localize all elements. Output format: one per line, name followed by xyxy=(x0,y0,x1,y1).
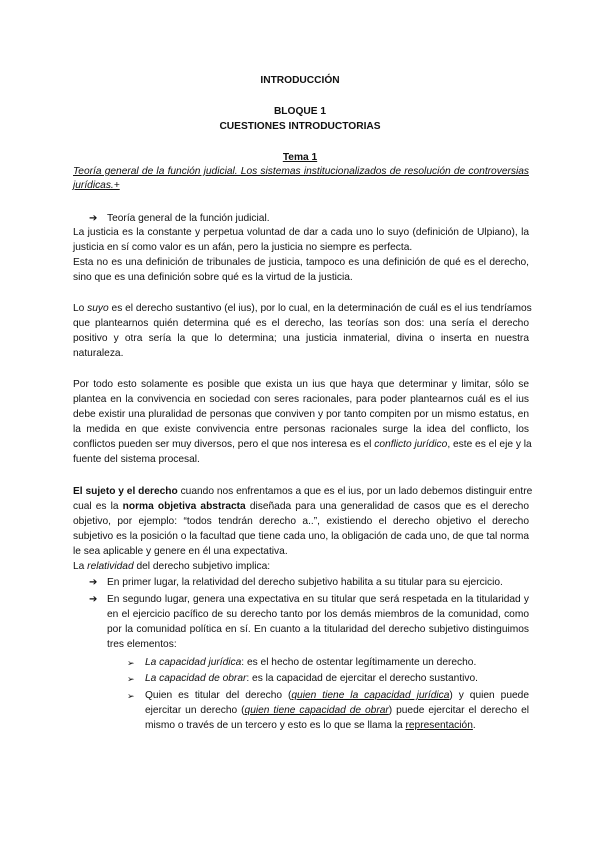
bullet-item: por la comunidad política en sí. En cuanto a la titularidad del derecho subjetivo distinguimos xyxy=(107,624,529,635)
bullet-item: en el ejercicio pacífico de su derecho tanto por los demás miembros de la comunidad, como xyxy=(107,609,529,620)
chevron-bullet-icon: ➢ xyxy=(127,658,135,668)
section-heading: Teoría general de la función judicial. xyxy=(107,213,270,224)
block-title: CUESTIONES INTRODUCTORIAS xyxy=(219,121,381,132)
para4-line: subjetivo es la posición o la facultad que tiene cada uno, la obligación de cada uno, de que tal norma xyxy=(73,531,529,542)
para4-line: cual es la norma objetiva abstracta diseñada para una generalidad de casos que es el derecho xyxy=(73,501,529,512)
block-number: BLOQUE 1 xyxy=(273,106,327,117)
para4-line: El sujeto y el derecho cuando nos enfrentamos a que es el ius, por un lado debemos distinguir entre xyxy=(73,486,533,497)
para3-line: plantea en la convivencia en sociedad con seres racionales, para poder plantearnos cuál es el ius xyxy=(73,394,529,405)
para1-line: Esta no es una definición de tribunales de justicia, tampoco es una definición de qué es el derecho, xyxy=(73,257,529,268)
sub-bullet-item: La capacidad de obrar: es la capacidad de ejercitar el derecho sustantivo. xyxy=(145,673,479,684)
para1-line: La justicia es la constante y perpetua voluntad de dar a cada uno lo suyo (definición de Ulpiano), la xyxy=(73,227,529,238)
para3-line: la medida en que existe convivencia entre personas racionales surge la idea del conflicto, los xyxy=(73,424,529,435)
para4-line: objetivo, por ejemplo: “todos tendrán derecho a..”, existiendo el derecho objetivo el derecho xyxy=(73,516,529,527)
subtitle-line-1: Teoría general de la función judicial. Los sistemas institucionalizados de resolución de controversias xyxy=(73,166,529,177)
sub-bullet-item: Quien es titular del derecho (quien tiene la capacidad jurídica) y quien puede xyxy=(145,690,530,701)
para3-line: Por todo esto solamente es posible que exista un ius que haya que determinar y limitar, sólo se xyxy=(73,379,529,390)
sub-bullet-item: La capacidad jurídica: es el hecho de ostentar legítimamente un derecho. xyxy=(145,657,477,668)
para2-line: Lo suyo es el derecho sustantivo (el ius), por lo cual, en la determinación de cuál es el ius tendríamos xyxy=(73,303,532,314)
para1-line: justicia en sí como valor es un afán, pero la justicia no siempre es perfecta. xyxy=(73,242,413,253)
para4-line: La relatividad del derecho subjetivo implica: xyxy=(73,561,271,572)
bullet-item: En segundo lugar, genera una expectativa en su titular que será respetada en la titularidad y xyxy=(107,594,529,605)
para2-line: positivo y otra sería la que lo determina; una justicia inmaterial, divina o inserta en nuestra xyxy=(73,333,529,344)
tema-title: Tema 1 xyxy=(282,152,318,163)
arrow-bullet-icon: ➔ xyxy=(89,594,98,605)
sub-bullet-item: ejercitar un derecho (quien tiene capacidad de obrar) puede ejercitar el derecho el xyxy=(145,705,529,716)
doc-heading-intro: INTRODUCCIÓN xyxy=(260,75,340,86)
para1-line: sino que es una definición sobre qué es la virtud de la justicia. xyxy=(73,272,353,283)
para3-line: debe existir una pluralidad de personas que conviven y por tanto compiten por un mismo estatus, en xyxy=(73,409,529,420)
para3-line: conflictos pueden ser muy diversos, pero el que nos interesa es el conflicto jurídico, este es el eje y la xyxy=(73,439,532,450)
arrow-bullet-icon: ➔ xyxy=(89,577,98,588)
chevron-bullet-icon: ➢ xyxy=(127,674,135,684)
para4-line: le sea aplicable y genere en él una expectativa. xyxy=(73,546,288,557)
para3-line: fuente del sistema procesal. xyxy=(73,454,200,465)
para2-line: que plantearnos quién determina qué es el derecho, las teorías son dos: una sería el derecho xyxy=(73,318,529,329)
para2-line: naturaleza. xyxy=(73,348,124,359)
sub-bullet-item: mismo o través de un tercero y esto es lo que se llama la representación. xyxy=(145,720,476,731)
bullet-item: tres elementos: xyxy=(107,639,177,650)
subtitle-line-2: jurídicas.+ xyxy=(73,180,120,191)
bullet-item: En primer lugar, la relatividad del derecho subjetivo habilita a su titular para su ejercicio. xyxy=(107,577,503,588)
chevron-bullet-icon: ➢ xyxy=(127,691,135,701)
arrow-bullet-icon: ➔ xyxy=(89,213,98,224)
